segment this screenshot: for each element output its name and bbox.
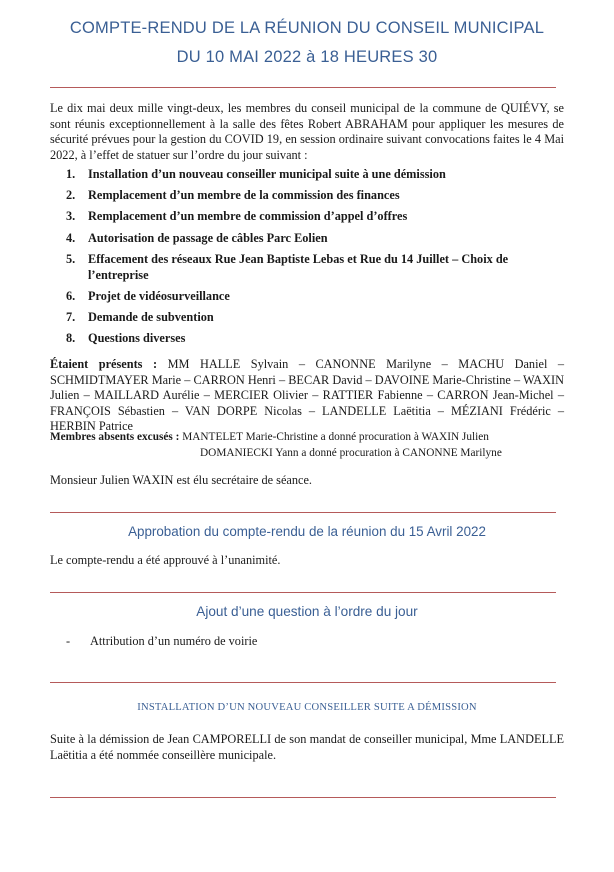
agenda-item-number: 5. <box>66 252 76 266</box>
addition-item: Attribution d’un numéro de voirie <box>90 634 258 648</box>
agenda-item-number: 1. <box>66 167 76 181</box>
agenda-item-text: Demande de subvention <box>88 310 214 324</box>
agenda-item-number: 8. <box>66 331 76 345</box>
section-title-approval: Approbation du compte-rendu de la réunion du 15 Avril 2022 <box>128 524 486 539</box>
agenda-item-number: 2. <box>66 188 76 202</box>
document-title-line2: DU 10 MAI 2022 à 18 HEURES 30 <box>176 48 438 66</box>
absent-proxy-2: DOMANIECKI Yann a donné procuration à CANONNE Marilyne <box>200 446 502 459</box>
agenda-item-number: 7. <box>66 310 76 324</box>
attendees-present <box>50 357 564 435</box>
divider <box>50 87 556 88</box>
absent-line-1 <box>50 430 564 446</box>
attendees-absent <box>50 430 564 461</box>
secretary-statement: Monsieur Julien WAXIN est élu secrétaire de séance. <box>50 473 313 487</box>
installation-body: Suite à la démission de Jean CAMPORELLI de son mandat de conseiller municipal, Mme LANDELLE Laëtitia a été nommée conseillère municipale. <box>50 732 564 762</box>
intro-paragraph: Le dix mai deux mille vingt-deux, les membres du conseil municipal de la commune de QUIÉVY, se sont réunis exceptionnellement à la salle des fêtes Robert ABRAHAM pour appliquer les mesures de sécurité prévues pour la gestion du COVID 19, en session ordinaire suivant convocations faites le 4 Mai 2022, à l’effet de statuer sur l’ordre du jour suivant : <box>50 101 564 162</box>
divider <box>50 512 556 513</box>
agenda-item-text: Autorisation de passage de câbles Parc Eolien <box>88 231 328 245</box>
divider <box>50 682 556 683</box>
absent-label: Membres absents excusés : <box>50 431 180 443</box>
agenda-item-text: Effacement des réseaux Rue Jean Baptiste Lebas et Rue du 14 Juillet – Choix de l’entreprise <box>88 252 509 282</box>
section-title-installation: INSTALLATION D’UN NOUVEAU CONSEILLER SUITE A DÉMISSION <box>137 702 477 713</box>
agenda-item-text: Remplacement d’un membre de commission d’appel d’offres <box>88 209 408 223</box>
approval-body: Le compte-rendu a été approuvé à l’unanimité. <box>50 553 281 567</box>
divider <box>50 797 556 798</box>
agenda-item-text: Remplacement d’un membre de la commission des finances <box>88 188 400 202</box>
agenda-item-number: 4. <box>66 231 76 245</box>
agenda-item-text: Questions diverses <box>88 331 186 345</box>
agenda-item-number: 6. <box>66 289 76 303</box>
agenda-item-text: Installation d’un nouveau conseiller municipal suite à une démission <box>88 167 446 181</box>
addition-bullet: - <box>66 634 71 648</box>
agenda-item-text: Projet de vidéosurveillance <box>88 289 230 303</box>
attendees-present-list: MM HALLE Sylvain – CANONNE Marilyne – MACHU Daniel – SCHMIDTMAYER Marie – CARRON Henri – BECAR David – DAVOINE Marie-Christine – WAXIN Julien – MAILLARD Aurélie – MERCIER Olivier – RATTIER Fabienne – CARRON Jean-Michel – FRANÇOIS Sébastien – VAN DORPE Nicolas – LANDELLE Laëtitia – MÉZIANI Frédéric – HERBIN Patrice <box>50 357 565 434</box>
document-title-line1: COMPTE-RENDU DE LA RÉUNION DU CONSEIL MUNICIPAL <box>69 19 545 37</box>
divider <box>50 592 556 593</box>
absent-proxy-1: MANTELET Marie-Christine a donné procuration à WAXIN Julien <box>179 431 489 443</box>
attendees-present-label: Étaient présents : <box>50 357 158 371</box>
section-title-addition: Ajout d’une question à l’ordre du jour <box>196 604 418 619</box>
agenda-item-number: 3. <box>66 209 76 223</box>
